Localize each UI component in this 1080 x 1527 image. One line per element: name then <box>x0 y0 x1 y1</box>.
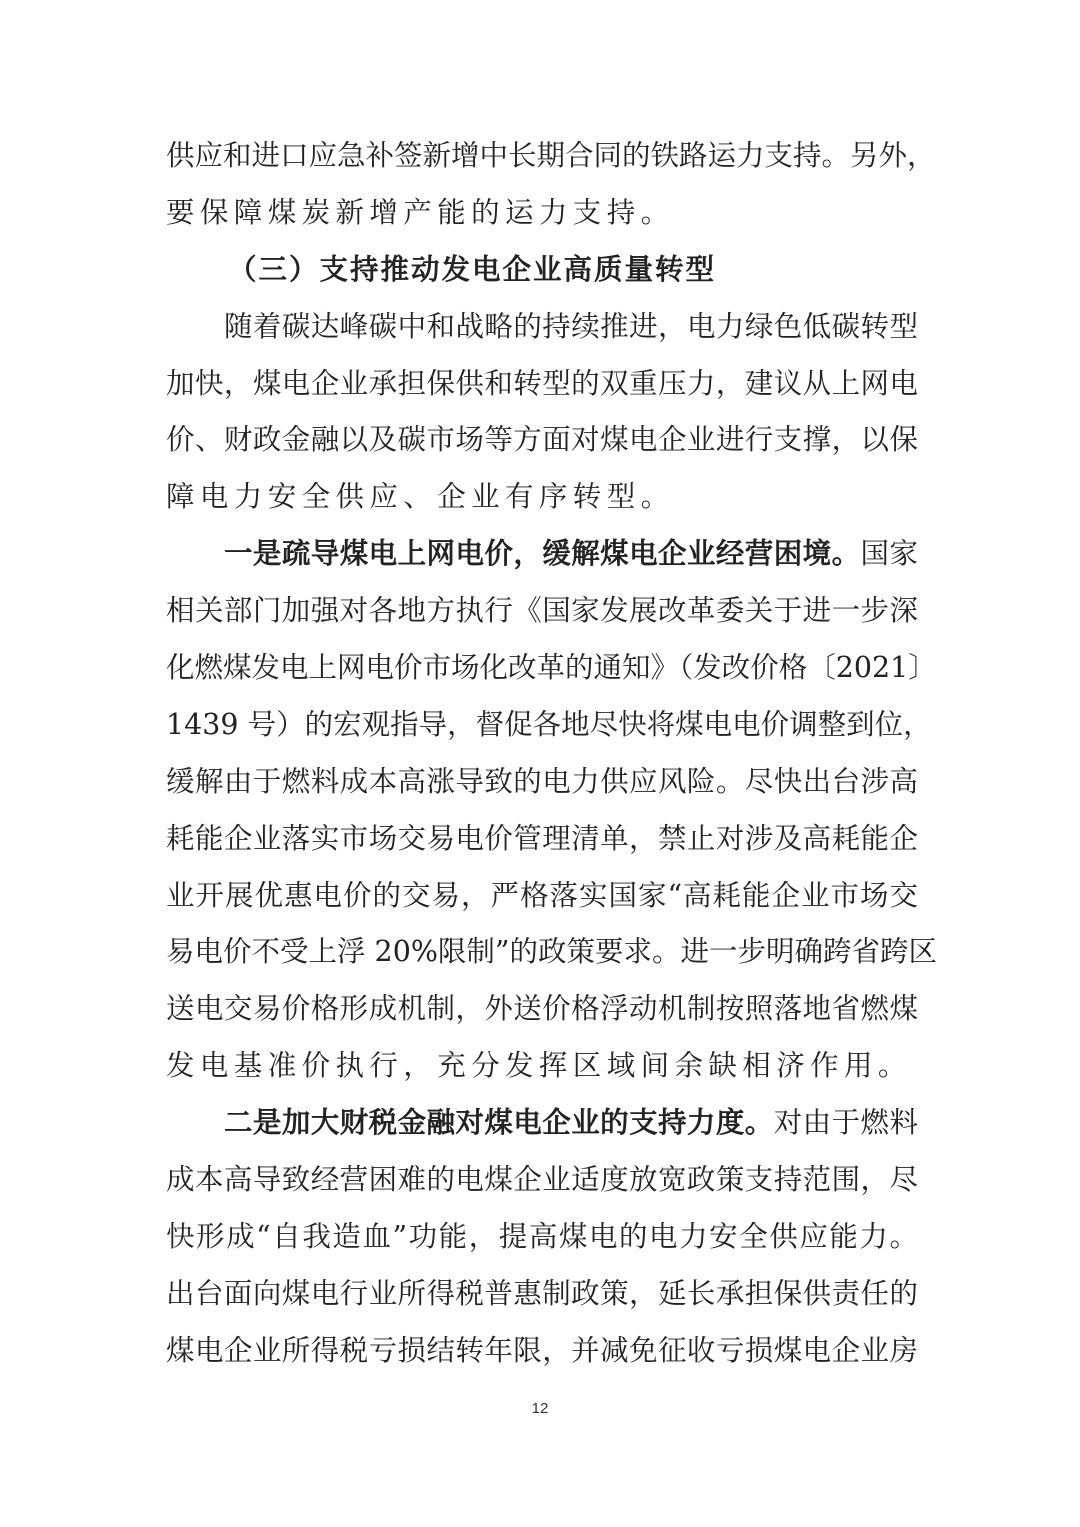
text-line: 价、财政金融以及碳市场等方面对煤电企业进行支撑，以保 <box>166 423 918 457</box>
bold-lead-phrase: 二是加大财税金融对煤电企业的支持力度。 <box>224 1106 774 1140</box>
text-line: 相关部门加强对各地方执行《国家发展改革委关于进一步深 <box>166 594 918 628</box>
text-line: 煤电企业所得税亏损结转年限，并减免征收亏损煤电企业房 <box>166 1333 918 1367</box>
text-line: 要保障煤炭新增产能的运力支持。 <box>166 195 675 229</box>
text-line <box>166 526 918 583</box>
text-run: 国家 <box>860 537 918 571</box>
text-line: 供应和进口应急补签新增中长期合同的铁路运力支持。另外， <box>166 139 936 172</box>
text-line: 1439 号）的宏观指导，督促各地尽快将煤电电价调整到位， <box>166 707 932 741</box>
text-line: 化燃煤发电上网电价市场化改革的通知》（发改价格〔2021〕 <box>166 651 937 685</box>
text-line: 加快，煤电企业承担保供和转型的双重压力，建议从上网电 <box>166 366 918 400</box>
text-line: 快形成“自我造血”功能，提高煤电的电力安全供应能力。 <box>166 1219 918 1253</box>
text-run: 对由于燃料 <box>773 1106 918 1140</box>
text-line: 缓解由于燃料成本高涨导致的电力供应风险。尽快出台涉高 <box>166 764 918 798</box>
text-line: 出台面向煤电行业所得税普惠制政策，延长承担保供责任的 <box>166 1276 918 1310</box>
body-text <box>166 128 937 1380</box>
text-line: 业开展优惠电价的交易，严格落实国家“高耗能企业市场交 <box>166 878 918 912</box>
text-line: 耗能企业落实市场交易电价管理清单，禁止对涉及高耗能企 <box>166 821 918 855</box>
text-line: 随着碳达峰碳中和战略的持续推进，电力绿色低碳转型 <box>224 309 918 343</box>
section-heading: （三）支持推动发电企业高质量转型 <box>228 252 717 286</box>
text-line: 易电价不受上浮 20%限制”的政策要求。进一步明确跨省跨区 <box>166 935 937 969</box>
text-line: 成本高导致经营困难的电煤企业适度放宽政策支持范围，尽 <box>166 1163 918 1197</box>
bold-lead-phrase: 一是疏导煤电上网电价，缓解煤电企业经营困境。 <box>224 537 861 571</box>
text-line <box>166 1095 918 1152</box>
text-line: 发电基准价执行，充分发挥区域间余缺相济作用。 <box>166 1049 912 1083</box>
text-line: 送电交易价格形成机制，外送价格浮动机制按照落地省燃煤 <box>166 992 918 1026</box>
page-number: 12 <box>531 1400 549 1417</box>
text-line: 障电力安全供应、企业有序转型。 <box>166 480 675 514</box>
